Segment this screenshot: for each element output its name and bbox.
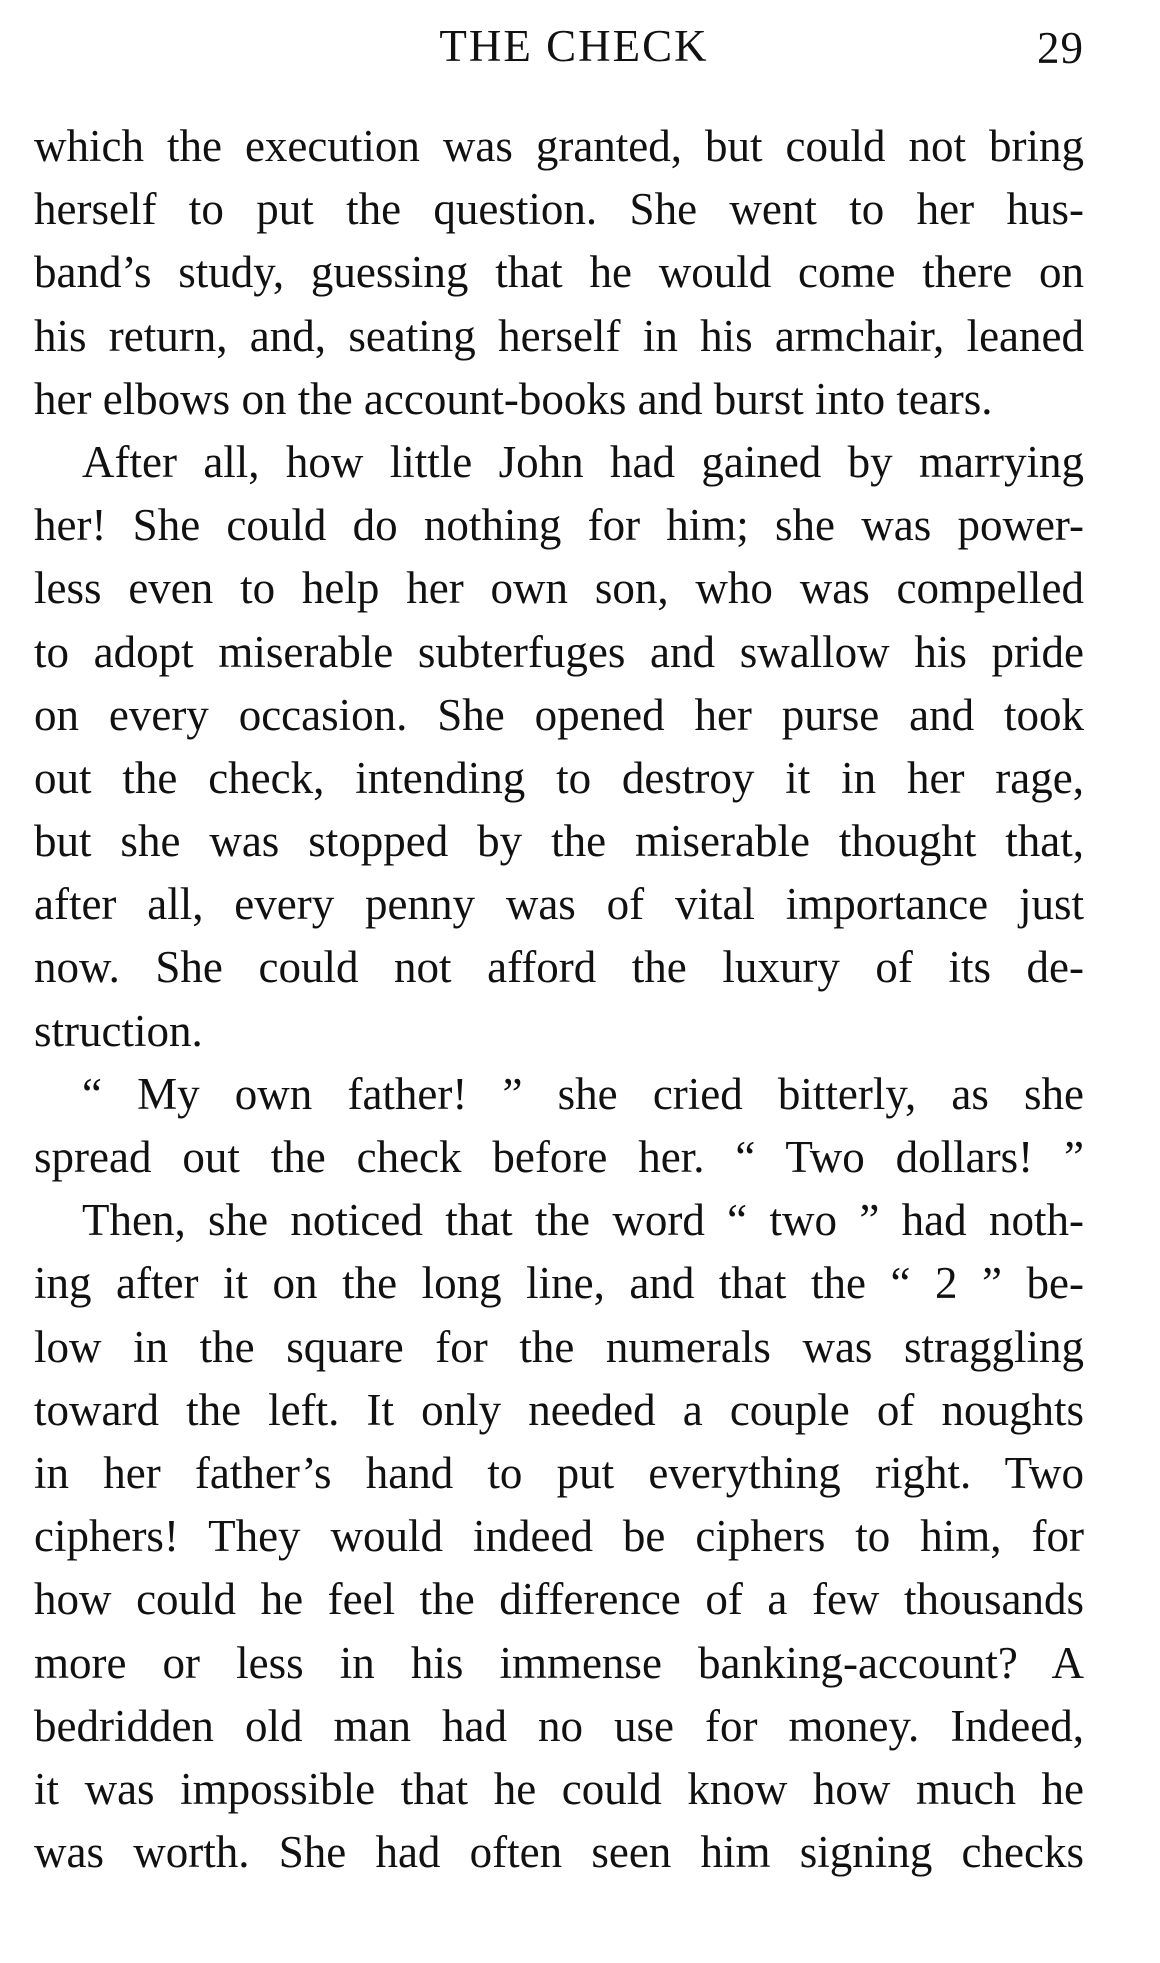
text-line: was worth. She had often seen him signing checks <box>34 1827 1084 1878</box>
text-line: but she was stopped by the miserable thought that, <box>34 816 1084 867</box>
text-line: herself to put the question. She went to her hus- <box>34 184 1084 235</box>
page-number: 29 <box>1037 23 1084 73</box>
text-line: his return, and, seating herself in his armchair, leaned <box>34 310 1084 361</box>
text-line: her! She could do nothing for him; she was power- <box>34 500 1084 551</box>
text-line: bedridden old man had no use for money. Indeed, <box>34 1700 1084 1751</box>
running-head <box>34 20 1084 90</box>
text-line: it was impossible that he could know how much he <box>34 1763 1084 1814</box>
text-line: on every occasion. She opened her purse and took <box>34 689 1084 740</box>
running-title: THE CHECK <box>439 21 709 71</box>
text-line: struction. <box>34 1005 203 1056</box>
paragraph-first-line: After all, how little John had gained by marrying <box>82 436 1084 487</box>
text-line: after all, every penny was of vital importance just <box>34 879 1084 930</box>
text-line: toward the left. It only needed a couple of noughts <box>34 1384 1084 1435</box>
text-line: to adopt miserable subterfuges and swallow his pride <box>34 626 1084 677</box>
text-line: now. She could not afford the luxury of its de- <box>34 942 1084 993</box>
text-line: how could he feel the difference of a few thousands <box>34 1574 1084 1625</box>
text-line: her elbows on the account-books and burst into tears. <box>34 373 993 424</box>
text-line: more or less in his immense banking-account? A <box>34 1637 1084 1688</box>
text-line: out the check, intending to destroy it in her rage, <box>34 752 1084 803</box>
text-line: low in the square for the numerals was straggling <box>34 1321 1084 1372</box>
text-line: less even to help her own son, who was compelled <box>34 563 1084 614</box>
body-text <box>34 115 1084 1884</box>
text-line: ing after it on the long line, and that the “ 2 ” be- <box>34 1258 1084 1309</box>
text-line: which the execution was granted, but could not bring <box>34 121 1084 171</box>
text-line: in her father’s hand to put everything right. Two <box>34 1447 1084 1498</box>
paragraph-first-line: Then, she noticed that the word “ two ” had noth- <box>82 1195 1084 1246</box>
text-line: ciphers! They would indeed be ciphers to him, for <box>34 1511 1084 1562</box>
paragraph-first-line: “ My own father! ” she cried bitterly, as she <box>82 1068 1084 1119</box>
text-line: spread out the check before her. “ Two dollars! ” <box>34 1132 1084 1182</box>
text-line: band’s study, guessing that he would come there on <box>34 247 1084 298</box>
